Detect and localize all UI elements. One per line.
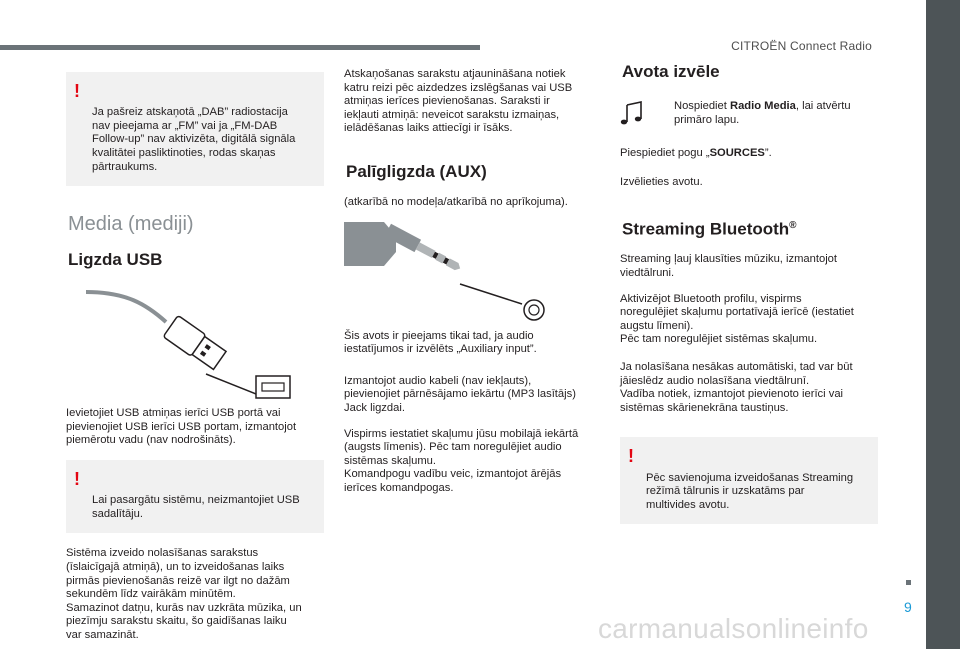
note-text: Lai pasargātu sistēmu, neizmantojiet USB sadalītāju. xyxy=(92,494,300,520)
aux-heading: Palīgligzda (AUX) xyxy=(346,161,487,181)
column-2 xyxy=(344,68,596,508)
note-text: Ja pašreiz atskaņotā „DAB” radiostacija nav pieejama ar „FM” vai ja „FM-DAB Follow-up” nav aktivizēta, digitālā signāla kvalitātei pasliktinoties, rodas skaņas pārtraukums. xyxy=(92,106,296,173)
sources-text-a: Piespiediet pogu „ xyxy=(620,146,710,159)
side-rail xyxy=(926,0,960,649)
usb-heading: Ligzda USB xyxy=(68,250,163,270)
registered-mark: ® xyxy=(789,219,797,231)
header-title: CITROËN Connect Radio xyxy=(731,39,872,53)
bluetooth-paragraph-2: Aktivizējot Bluetooth profilu, vispirms noregulējiet skaļumu portatīvajā ierīcē (iestatiet augstu līmeni). Pēc tam noregulējiet sistēmas skaļumu. xyxy=(620,292,854,346)
usb-illustration xyxy=(66,284,324,399)
select-source-text: Izvēlieties avotu. xyxy=(620,176,703,189)
note-text: Pēc savienojuma izveidošanas Streaming režīmā tālrunis ir uzskatāms par multivides avotu. xyxy=(646,471,854,511)
warning-note-dab xyxy=(66,72,324,186)
playlist-paragraph: Atskaņošanas sarakstu atjaunināšana notiek katru reizi pēc aizdedzes izslēgšanas vai USB atmiņas ierīces pievienošanas. Saraksti ir iekļauti atmiņā: neveicot sarakstu izmaiņas, ielādēšanas laiks attiecīgi ir īsāks. xyxy=(344,68,573,135)
section-title: Media (mediji) xyxy=(68,213,194,236)
press-text-a: Nospiediet xyxy=(674,100,730,112)
press-text-c: , lai atvērtu primāro lapu. xyxy=(674,100,851,126)
warning-note-hub xyxy=(66,460,324,533)
aux-paragraph-2: Izmantojot audio kabeli (nav iekļauts), pievienojiet pārnēsājamo iekārtu (MP3 lasītājs) Jack ligzdai. xyxy=(344,374,576,414)
music-note-icon xyxy=(620,100,656,131)
source-heading: Avota izvēle xyxy=(622,62,720,81)
page-marker xyxy=(906,580,911,585)
aux-subtitle: (atkarībā no modeļa/atkarībā no aprīkojuma). xyxy=(344,195,568,208)
usb-paragraph-2: Sistēma izveido nolasīšanas sarakstus (īslaicīgajā atmiņā), un to izveidošanas laiks pirmās pievienošanās reizē var ilgt no dažām sekundēm līdz vairākām minūtēm. Samazinot datņu, kurās nav uzkrāta mūzika, un piezīmju sarakstu skaitu, šo gaidīšanas laiku var samazināt. xyxy=(66,547,302,641)
sources-text-c: ”. xyxy=(764,146,772,159)
warning-icon: ! xyxy=(628,446,634,467)
aux-paragraph-1: Šis avots ir pieejams tikai tad, ja audio iestatījumos ir izvēlēts „Auxiliary input”. xyxy=(344,329,537,356)
column-3 xyxy=(620,62,878,524)
header-bar xyxy=(0,45,480,50)
usb-paragraph-1: Ievietojiet USB atmiņas ierīci USB portā vai pievienojiet USB ierīci USB portam, izmantojot piemērotu vadu (nav nodrošināts). xyxy=(66,407,297,447)
sources-label: SOURCES xyxy=(709,146,765,159)
bluetooth-heading-text: Streaming Bluetooth xyxy=(622,219,790,239)
bluetooth-paragraph-3: Ja nolasīšana nesākas automātiski, tad var būt jāieslēdz audio nolasīšana viedtālrunī. Vadība notiek, izmantojot pievienoto ierīci vai sistēmas skārienekrāna taustiņus. xyxy=(620,361,853,414)
radio-media-instruction xyxy=(620,100,878,131)
jack-illustration xyxy=(344,222,596,322)
radio-media-label: Radio Media xyxy=(729,100,796,112)
bluetooth-paragraph-1: Streaming ļauj klausīties mūziku, izmantojot viedtālruni. xyxy=(620,253,838,280)
aux-paragraph-3: Vispirms iestatiet skaļumu jūsu mobilajā iekārtā (augsts līmenis). Pēc tam noregulējiet audio sistēmas skaļumu. Komandpogu vadību veic, izmantojot ārējās ierīces komandpogas. xyxy=(344,427,579,494)
warning-icon: ! xyxy=(74,468,80,489)
page-number: 9 xyxy=(904,599,912,615)
watermark: carmanualsonlineinfo xyxy=(598,613,869,644)
column-1 xyxy=(66,72,324,654)
warning-note-streaming xyxy=(620,437,878,524)
warning-icon: ! xyxy=(74,81,80,101)
bluetooth-heading xyxy=(622,216,878,240)
